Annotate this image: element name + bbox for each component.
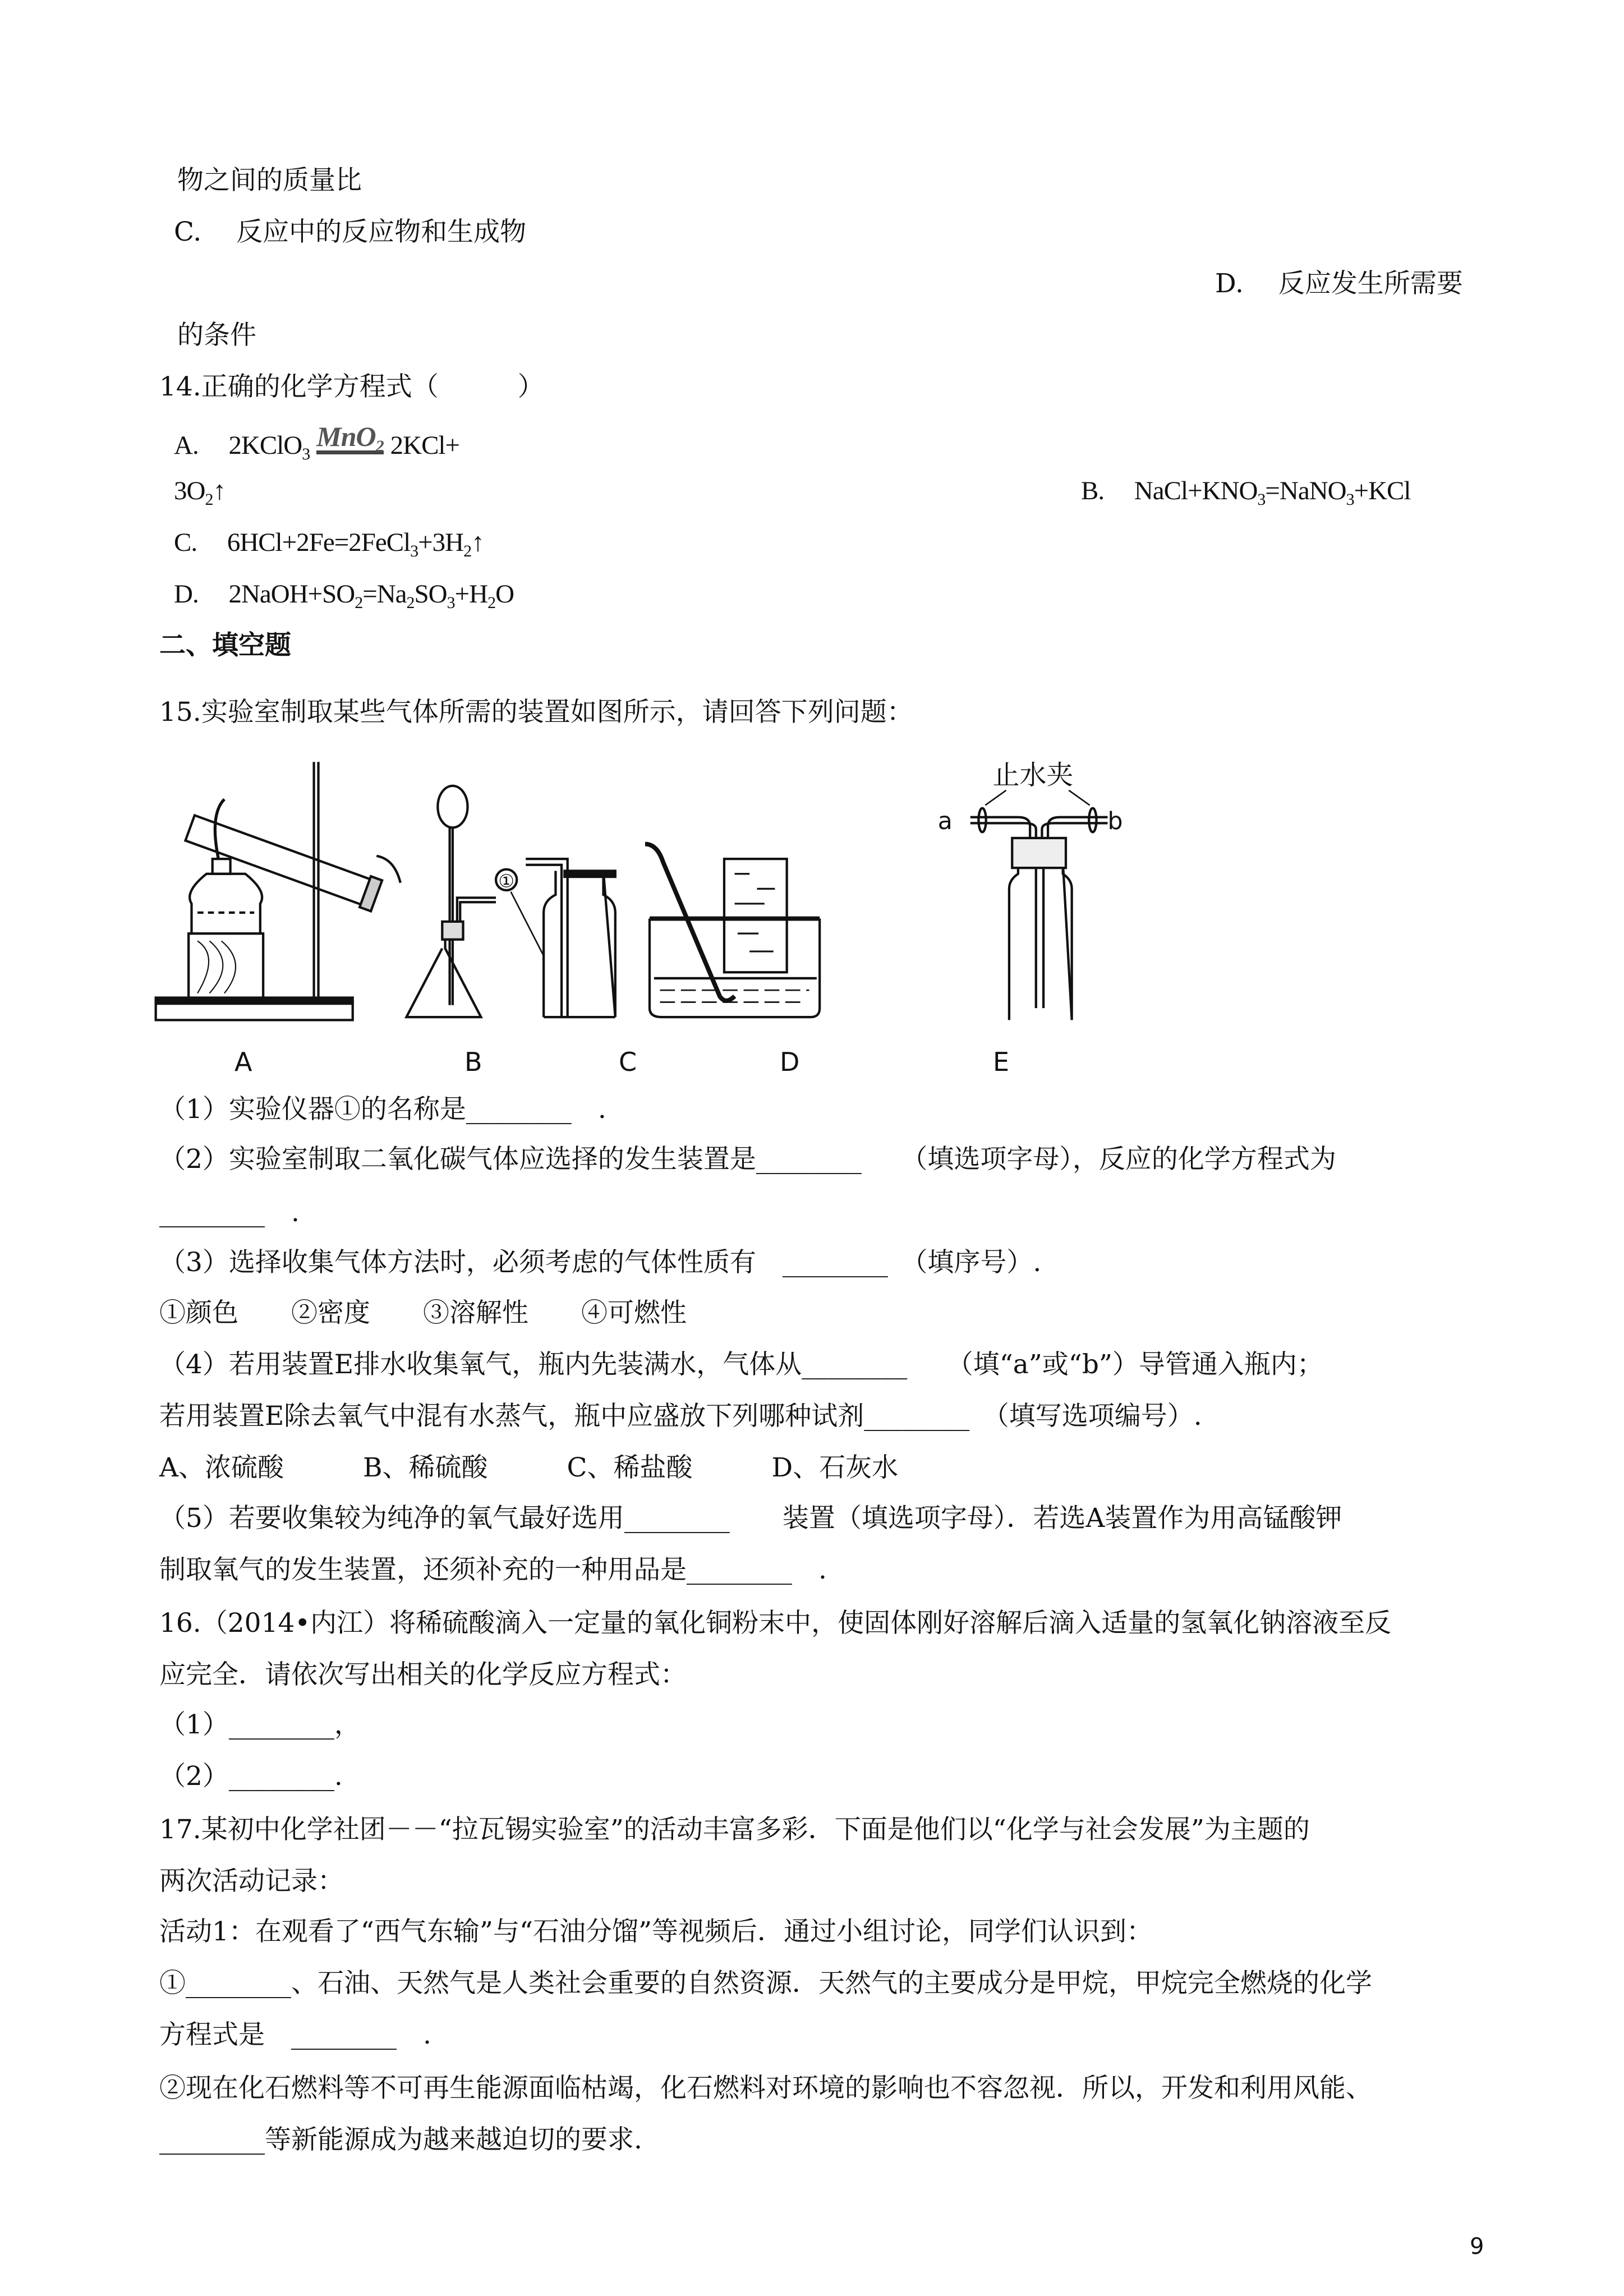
q13-option-c [174,215,526,249]
q14-option-a [174,422,459,462]
q15-part2: （2）实验室制取二氧化碳气体应选择的发生装置是________ （填选项字母），反应的化学方程式为 [159,1144,1336,1175]
q14-option-d [174,577,514,611]
option-text: 反应中的反应物和生成物 [236,217,527,247]
figure-label-b: B [464,1047,482,1077]
q17-item1-continuation: 方程式是 ________ . [159,2019,431,2050]
q16-stem: 16.（2014•内江）将稀硫酸滴入一定量的氧化铜粉末中，使固体刚好溶解后滴入适量的氢氧化钠溶液至反 [159,1608,1392,1639]
option-label: C. [174,528,197,557]
formula: $2NaOH+SO_2=Na_2SO_3+H_2O$ [228,579,514,612]
figure-label-c: C [619,1047,637,1077]
q13-option-d [1215,267,1463,301]
port-a-label: a [937,807,953,835]
formula-right: 2KCl+ [390,431,459,460]
option-label: D. [1215,268,1244,299]
q14-option-a-continuation: $3O_2↑$ [174,476,226,509]
q15-stem: 15.实验室制取某些气体所需的装置如图所示，请回答下列问题： [159,697,913,728]
q17-item2-continuation: ________等新能源成为越来越迫切的要求. [159,2124,642,2155]
option-label: B. [1081,476,1105,505]
apparatus-b-conical-flask [406,786,496,1017]
q15-part3: （3）选择收集气体方法时，必须考虑的气体性质有 ________ （填序号）. [159,1247,1042,1278]
formula: $NaCl+KNO_3=NaNO_3+KCl$ [1134,476,1411,509]
formula-left: 2KClO$_3$ [228,431,310,463]
option-label: D. [174,579,199,609]
q14-option-c [174,526,484,559]
q15-part4: （4）若用装置E排水收集氧气，瓶内先装满水，气体从________ （填“a”或“b”）导管通入瓶内； [159,1349,1323,1380]
figure-label-d: D [780,1047,800,1077]
q17-stem-continuation: 两次活动记录： [159,1866,344,1897]
q15-part4-continuation: 若用装置E除去氧气中混有水蒸气，瓶中应盛放下列哪种试剂________ （填写选项编号）. [159,1401,1202,1432]
apparatus-e-gas-washing-bottle [970,790,1108,1020]
figure-label-a: A [234,1047,252,1077]
instrument-1-marker: ① [498,870,514,892]
option-label: A. [174,431,199,460]
q17-activity1: 活动1：在观看了“西气东输”与“石油分馏”等视频后．通过小组讨论，同学们认识到： [159,1916,1153,1947]
q16-part1: （1）________， [159,1709,361,1740]
q15-part5-continuation: 制取氧气的发生装置，还须补充的一种用品是________ . [159,1554,827,1585]
figure-label-e: E [993,1047,1010,1077]
q17-stem: 17.某初中化学社团－－“拉瓦锡实验室”的活动丰富多彩．下面是他们以“化学与社会发展”为主题的 [159,1814,1310,1845]
catalyst-mno2: MnO$_2$ [316,421,384,455]
q14-stem: 14.正确的化学方程式（ ） [159,371,544,402]
option-label: C. [174,217,202,247]
apparatus-figure [151,754,1139,1035]
q15-part2-continuation: ________ . [159,1197,300,1228]
q17-item1: ①________、石油、天然气是人类社会重要的自然资源．天然气的主要成分是甲烷，甲烷完全燃烧的化学 [159,1968,1372,1999]
q15-part1: （1）实验仪器①的名称是________ . [159,1094,606,1125]
q16-part2: （2）________. [159,1761,343,1792]
apparatus-a-heating-setup [156,762,401,1020]
port-b-label: b [1107,807,1123,835]
clamp-label: 止水夹 [992,760,1074,792]
q13-option-d-continuation: 的条件 [177,320,256,351]
q15-part5: （5）若要收集较为纯净的氧气最好选用________ 装置（填选项字母）．若选A装置作为用高锰酸钾 [159,1503,1342,1534]
page-number: 9 [1470,2234,1484,2260]
apparatus-d-water-trough [645,844,820,1018]
q14-option-b [1081,474,1410,508]
section-title: 二、填空题 [159,630,291,661]
q13-option-b-continuation: 物之间的质量比 [177,165,362,196]
formula: $6HCl+2Fe=2FeCl_3+3H_2↑$ [227,528,484,560]
q16-stem-continuation: 应完全．请依次写出相关的化学反应方程式： [159,1659,687,1690]
q17-item2: ②现在化石燃料等不可再生能源面临枯竭，化石燃料对环境的影响也不容忽视．所以，开发和利用风能、 [159,2073,1372,2104]
option-text: 反应发生所需要 [1278,268,1463,299]
q15-part4-options: A、浓硫酸 B、稀硫酸 C、稀盐酸 D、石灰水 [159,1452,899,1483]
q15-part3-options: ①颜色 ②密度 ③溶解性 ④可燃性 [159,1297,687,1328]
